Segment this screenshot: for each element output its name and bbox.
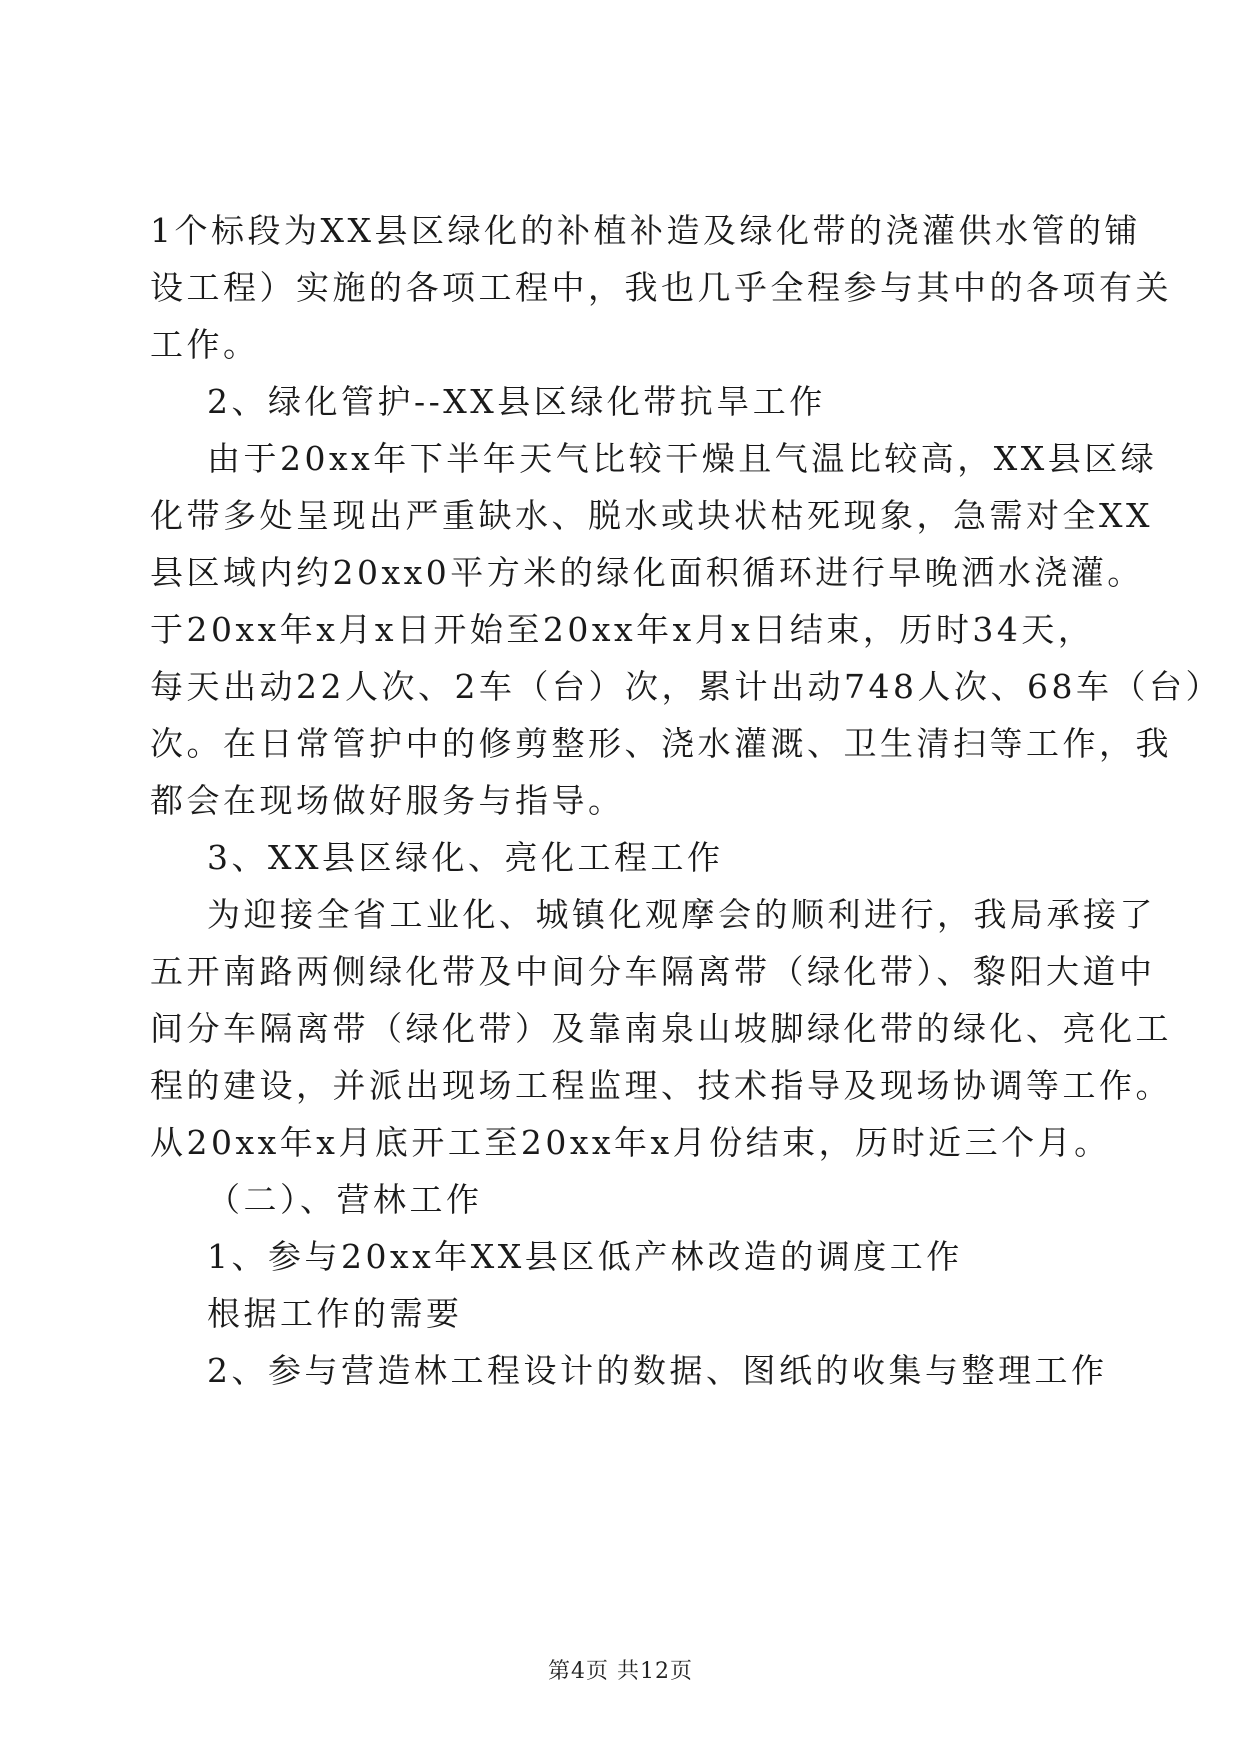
section-heading-lighting-project: 3、XX县区绿化、亮化工程工作 — [207, 838, 724, 877]
text-line-17: 从20xx年x月底开工至20xx年x月份结束，历时近三个月。 — [150, 1123, 1111, 1162]
text-line-6: 化带多处呈现出严重缺水、脱水或块状枯死现象，急需对全XX — [150, 496, 1153, 535]
text-line-5: 由于20xx年下半年天气比较干燥且气温比较高，XX县区绿 — [207, 439, 1158, 478]
text-line-10: 次。在日常管护中的修剪整形、浇水灌溉、卫生清扫等工作，我 — [150, 724, 1172, 763]
subheading-low-yield-forest: 1、参与20xx年XX县区低产林改造的调度工作 — [207, 1237, 963, 1276]
text-line-14: 五开南路两侧绿化带及中间分车隔离带（绿化带）、黎阳大道中 — [150, 952, 1156, 991]
text-line-3: 工作。 — [150, 325, 260, 364]
text-line-11: 都会在现场做好服务与指导。 — [150, 781, 625, 820]
section-heading-forestry: （二）、营林工作 — [207, 1180, 483, 1219]
section-heading-greening-maintenance: 2、绿化管护--XX县区绿化带抗旱工作 — [207, 382, 826, 421]
subheading-afforestation-design: 2、参与营造林工程设计的数据、图纸的收集与整理工作 — [207, 1351, 1108, 1390]
text-line-7: 县区域内约20xx0平方米的绿化面积循环进行早晚洒水浇灌。 — [150, 553, 1144, 592]
text-line-20: 根据工作的需要 — [207, 1294, 463, 1333]
text-line-16: 程的建设，并派出现场工程监理、技术指导及现场协调等工作。 — [150, 1066, 1172, 1105]
page-number-footer: 第4页 共12页 — [548, 1659, 693, 1684]
text-line-15: 间分车隔离带（绿化带）及靠南泉山坡脚绿化带的绿化、亮化工 — [150, 1009, 1172, 1048]
text-line-2: 设工程）实施的各项工程中，我也几乎全程参与其中的各项有关 — [150, 268, 1172, 307]
text-line-9: 每天出动22人次、2车（台）次，累计出动748人次、68车（台） — [150, 667, 1222, 706]
text-line-13: 为迎接全省工业化、城镇化观摩会的顺利进行，我局承接了 — [207, 895, 1156, 934]
text-line-1: 1个标段为XX县区绿化的补植补造及绿化带的浇灌供水管的铺 — [150, 211, 1141, 250]
text-line-8: 于20xx年x月x日开始至20xx年x月x日结束，历时34天， — [150, 610, 1095, 649]
